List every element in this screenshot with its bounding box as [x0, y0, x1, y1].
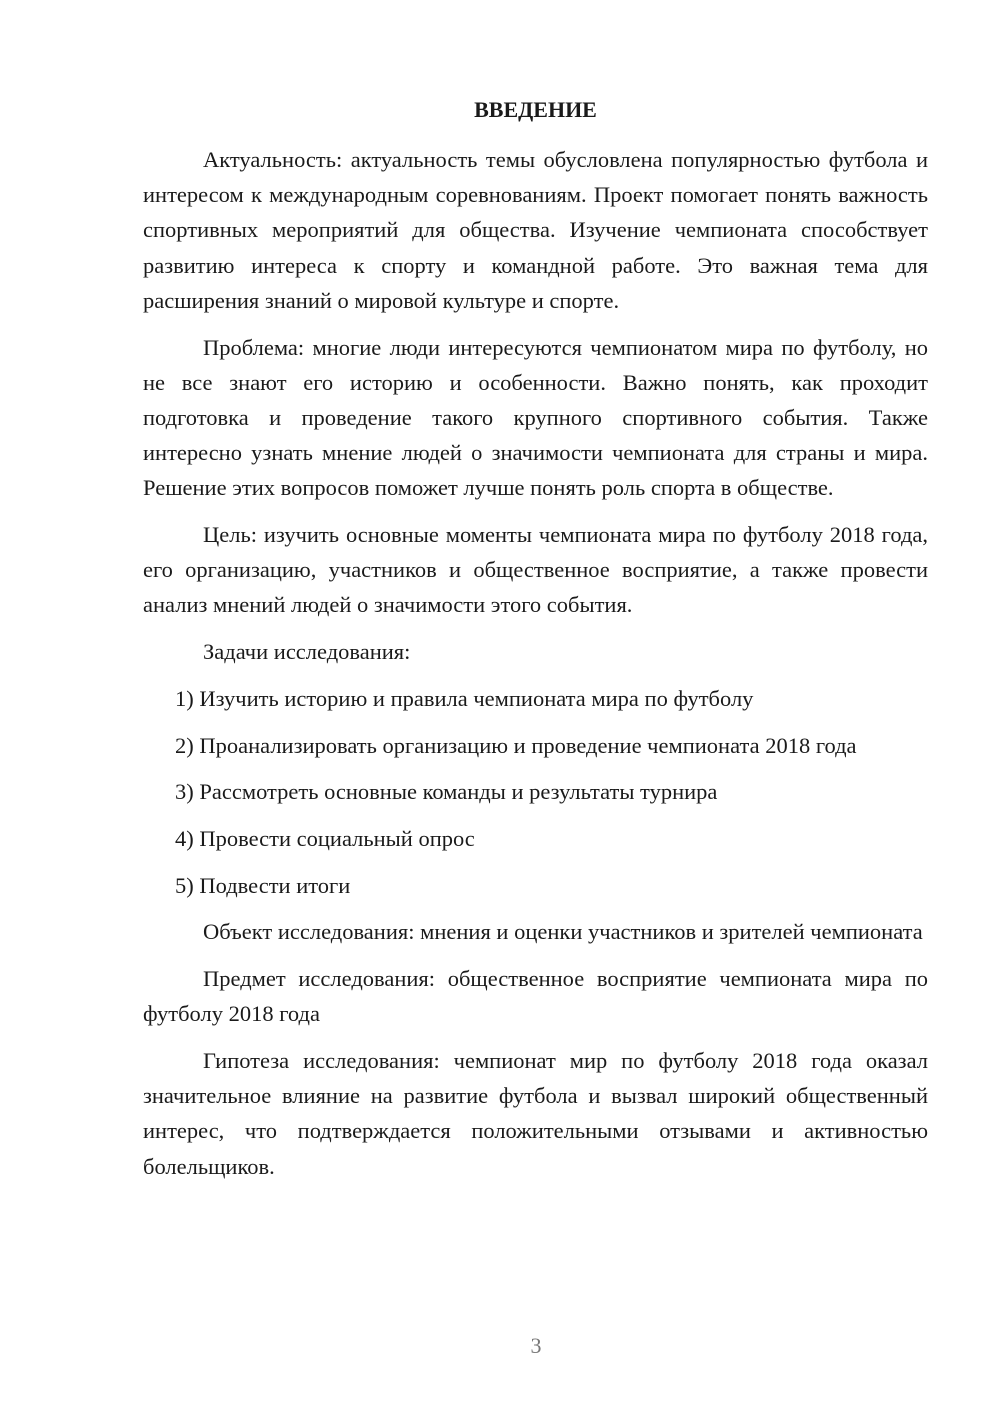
paragraph-tasks-heading: Задачи исследования: — [203, 639, 411, 665]
paragraph-relevance: Актуальность: актуальность темы обусловлена популярностью футбола и интересом к международным соревнованиям. Проект помогает понять важность спортивных мероприятий для общества. Изучение чемпионата способствует развитию интереса к спорту и командной работе. Это важная тема для расширения знаний о мировой культуре и спорте. — [143, 147, 928, 313]
paragraph-subject: Предмет исследования: общественное восприятие чемпионата мира по футболу 2018 года — [143, 966, 928, 1027]
section-title: ВВЕДЕНИЕ — [474, 97, 597, 122]
page-number: 3 — [530, 1333, 542, 1358]
paragraph-object: Объект исследования: мнения и оценки участников и зрителей чемпионата — [203, 919, 923, 945]
task-item: 3) Рассмотреть основные команды и результаты турнира — [175, 779, 718, 805]
paragraph-problem: Проблема: многие люди интересуются чемпионатом мира по футболу, но не все знают его историю и особенности. Важно понять, как проходит подготовка и проведение такого крупного спортивного события. Также интересно узнать мнение людей о значимости чемпионата для страны и мира. Решение этих вопросов поможет лучше понять роль спорта в обществе. — [143, 334, 928, 501]
paragraph-hypothesis: Гипотеза исследования: чемпионат мир по футболу 2018 года оказал значительное влияние на развитие футбола и вызвал широкий общественный интерес, что подтверждается положительными отзывами и активностью болельщиков. — [143, 1047, 928, 1179]
task-item: 2) Проанализировать организацию и проведение чемпионата 2018 года — [175, 732, 857, 758]
task-item: 5) Подвести итоги — [175, 872, 351, 898]
paragraph-goal: Цель: изучить основные моменты чемпионата мира по футболу 2018 года, его организацию, участников и общественное восприятие, а также провести анализ мнений людей о значимости этого события. — [143, 522, 928, 618]
document-body — [143, 92, 928, 1195]
task-item: 1) Изучить историю и правила чемпионата мира по футболу — [175, 685, 754, 711]
task-item: 4) Провести социальный опрос — [175, 825, 475, 851]
